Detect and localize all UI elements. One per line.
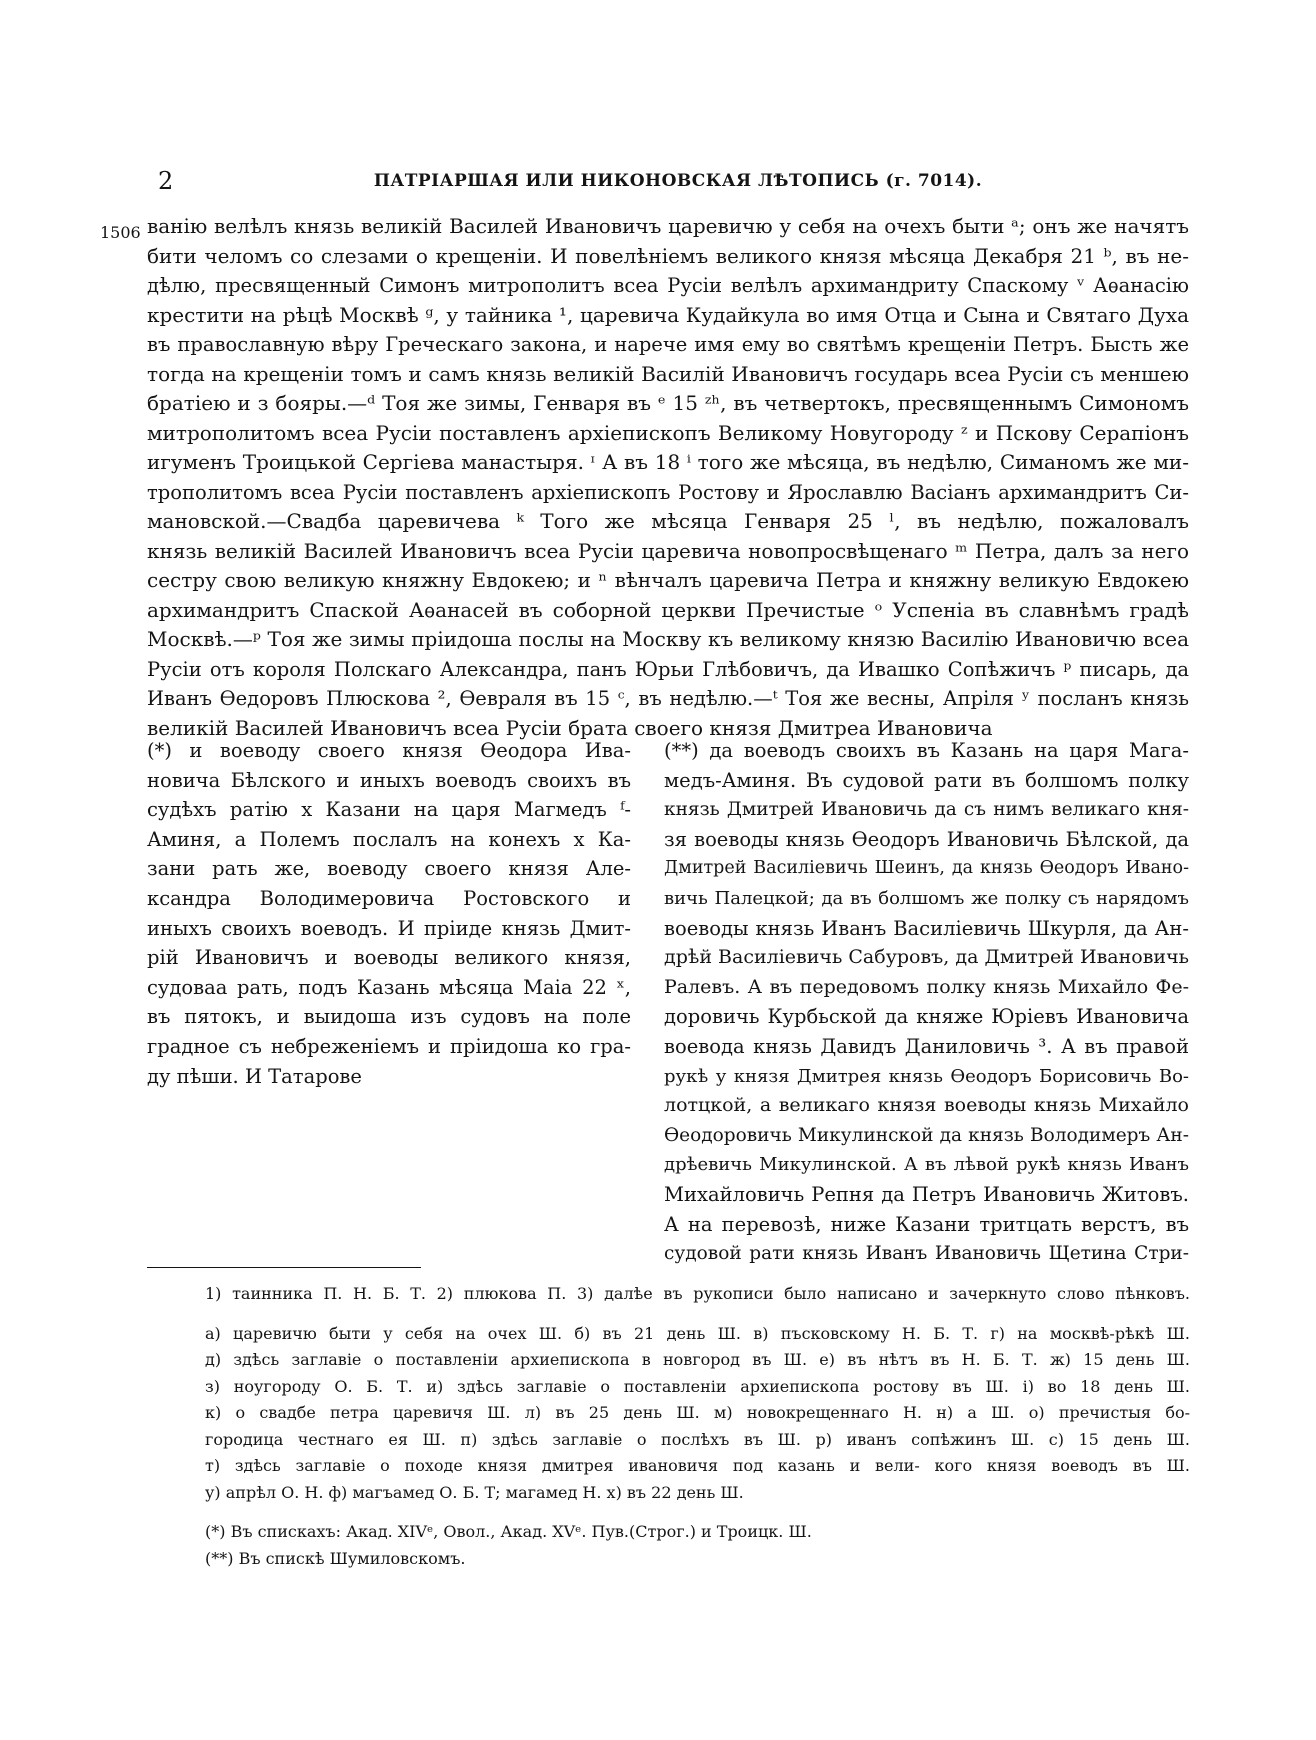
- right-column-line: дрѣй Василіевичь Сабуровъ, да Дмитрей Ивановичь: [664, 946, 1189, 969]
- running-title: ПАТРІАРШАЯ ИЛИ НИКОНОВСКАЯ ЛѢТОПИСЬ (г. 7014).: [373, 171, 983, 191]
- footnote-lettered: т) здѣсь заглавіе о походе князя дмитрея ивановичя под казань и вели- кого князя воеводъ въ Ш.: [205, 1456, 1190, 1475]
- text-line: Москвѣ.—ᵖ Тоя же зимы пріидоша послы на Москву къ великому князю Василію Ивановичю всеа: [147, 627, 1189, 651]
- footnote-lettered: д) здѣсь заглавіе о поставленіи архиепископа в новгород въ Ш. е) въ нѣтъ въ Н. Б. Т. ж) 15 день Ш.: [205, 1350, 1190, 1369]
- text-line: великій Василей Ивановичъ всеа Русіи брата своего князя Дмитреа Ивановича: [147, 715, 993, 740]
- right-column-line: рукѣ у князя Дмитрея князь Ѳеодоръ Борисовичь Во-: [664, 1065, 1189, 1087]
- footnote-lettered: у) апрѣл О. Н. ф) магъамед О. Б. Т; магамед Н. х) въ 22 день Ш.: [205, 1482, 744, 1502]
- left-column-line: (*) и воеводу своего князя Ѳеодора Ива-: [147, 739, 631, 762]
- right-column-line: лотцкой, а великаго князя воеводы князь Михайло: [664, 1094, 1189, 1117]
- footnote-gap: [205, 1308, 1190, 1321]
- right-column-line: судовой рати князь Иванъ Ивановичь Щетина Стри-: [664, 1243, 1189, 1265]
- right-column-line: князь Дмитрей Ивановичь да съ нимъ великаго кня-: [664, 799, 1189, 821]
- text-line: сестру свою великую княжну Евдокею; и ⁿ вѣнчалъ царевича Петра и княжну великую Евдокею: [147, 568, 1189, 592]
- text-line: Иванъ Ѳедоровъ Плюскова ², Ѳевраля въ 15 ᶜ, въ недѣлю.—ᵗ Тоя же весны, Апріля ʸ посланъ князь: [147, 687, 1189, 710]
- left-column-line: новича Бѣлского и иныхъ воеводъ своихъ въ: [147, 768, 631, 792]
- footnote-lettered: а) царевичю быти у себя на очех Ш. б) въ 21 день Ш. в) пъсковскому Н. Б. Т. г) на москвѣ-рѣкѣ Ш.: [205, 1323, 1190, 1343]
- left-column-line: судѣхъ ратію х Казани на царя Магмедъ ᶠ-: [147, 798, 631, 822]
- left-column-line: въ пятокъ, и выидоша изъ судовъ на поле: [147, 1005, 631, 1029]
- right-column-line: доровичь Курбьской да княже Юріевъ Ивановича: [664, 1005, 1189, 1029]
- right-column-line: зя воеводы князь Ѳеодоръ Ивановичь Бѣлской, да: [664, 827, 1189, 851]
- main-text: [147, 212, 1189, 743]
- footnote-divider: [147, 1267, 421, 1268]
- text-line: архимандритъ Спаской Аѳанасей въ соборной церкви Пречистые ᵒ Успеніа въ славнѣмъ градѣ: [147, 597, 1189, 622]
- right-column-line: Ралевъ. А въ передовомъ полку князь Михайло Фе-: [664, 975, 1189, 998]
- right-column-line: медъ-Аминя. Въ судовой рати въ болшомъ полку: [664, 768, 1189, 792]
- text-line: бити челомъ со слезами о крещеніи. И повелѣніемъ великого князя мѣсяца Декабря 21 ᵇ, въ не-: [147, 243, 1189, 268]
- right-column: [664, 736, 1189, 1269]
- footnote-lettered: городица честнаго ея Ш. п) здѣсь заглавіе о послѣхъ въ Ш. р) иванъ сопѣжинъ Ш. с) 15 день Ш.: [205, 1429, 1190, 1449]
- page-header: [158, 166, 1188, 196]
- left-column-line: ксандра Володимеровича Ростовского и: [147, 886, 631, 910]
- text-line: мановской.—Свадба царевичева ᵏ Того же мѣсяца Генваря 25 ˡ, въ недѣлю, пожаловалъ: [147, 509, 1189, 533]
- text-line: митрополитомъ всеа Русіи поставленъ архіепископъ Великому Новугороду ᶻ и Пскову Серапіонъ: [147, 420, 1189, 445]
- left-column-line: судоваа рать, подъ Казань мѣсяца Маіа 22 ˣ,: [147, 975, 631, 999]
- left-column-line: ду пѣши. И Татарове: [147, 1064, 362, 1088]
- footnote-source: (*) Въ спискахъ: Акад. XIVᵉ, Овол., Акад. XVᵉ. Пув.(Строг.) и Троицк. Ш.: [205, 1522, 812, 1541]
- footnote-source: (**) Въ спискѣ Шумиловскомъ.: [205, 1548, 466, 1568]
- text-line: князь великій Василей Ивановичъ всеа Русіи царевича новопросвѣщенаго ᵐ Петра, далъ за него: [147, 538, 1189, 563]
- footnote-gap: [205, 1506, 1190, 1519]
- right-column-line: воеводы князь Иванъ Василіевичь Шкурля, да Ан-: [664, 916, 1189, 940]
- left-column-line: градное съ небреженіемъ и пріидоша ко гра-: [147, 1034, 631, 1058]
- text-line: дѣлю, пресвященный Симонъ митрополитъ всеа Русіи велѣлъ архимандриту Спаскому ᵛ Аѳанасію: [147, 274, 1189, 297]
- right-column-line: Ѳеодоровичь Микулинской да князь Володимеръ Ан-: [664, 1124, 1189, 1146]
- text-line: трополитомъ всеа Русіи поставленъ архіепископъ Ростову и Ярославлю Васіанъ архимандритъ Си-: [147, 480, 1189, 504]
- left-column-line: Аминя, а Полемъ послалъ на конехъ х Ка-: [147, 827, 631, 851]
- text-line: игуменъ Троицькой Сергіева манастыря. ᶦ А въ 18 ⁱ того же мѣсяца, въ недѣлю, Симаномъ же ми-: [147, 450, 1189, 474]
- right-column-line: (**) да воеводъ своихъ въ Казань на царя Мага-: [664, 739, 1189, 762]
- text-line: тогда на крещеніи томъ и самъ князь великій Василій Ивановичъ государь всеа Русіи съ меншею: [147, 361, 1189, 386]
- left-column-line: рій Ивановичъ и воеводы великого князя,: [147, 946, 631, 970]
- right-column-line: дрѣевичь Микулинской. А въ лѣвой рукѣ князь Иванъ: [664, 1154, 1189, 1176]
- page-number: 2: [158, 167, 174, 195]
- footnote-lettered: з) ноугороду О. Б. Т. и) здѣсь заглавіе о поставленіи архиепископа ростову въ Ш. і) во 18 день Ш.: [205, 1376, 1190, 1396]
- left-column-line: иныхъ своихъ воеводъ. И пріиде князь Дмит-: [147, 916, 631, 940]
- right-column-line: вичь Палецкой; да въ болшомъ же полку съ нарядомъ: [664, 887, 1189, 909]
- left-column: [147, 736, 631, 1091]
- footnotes: [205, 1281, 1190, 1572]
- left-column-line: зани рать же, воеводу своего князя Але-: [147, 857, 631, 881]
- right-column-line: Дмитрей Василіевичь Шеинъ, да князь Ѳеодоръ Ивано-: [664, 858, 1189, 879]
- text-line: братіею и з бояры.—ᵈ Тоя же зимы, Генваря въ ᵉ 15 ᶻʰ, въ четвертокъ, пресвященнымъ Симономъ: [147, 391, 1189, 415]
- right-column-line: воевода князь Давидъ Даниловичь ³. А въ правой: [664, 1034, 1189, 1058]
- footnote-lettered: к) о свадбе петра царевичя Ш. л) въ 25 день Ш. м) новокрещеннаго Н. н) а Ш. о) пречистыя бо-: [205, 1403, 1190, 1422]
- right-column-line: А на перевозѣ, ниже Казани тритцать верстъ, въ: [664, 1212, 1189, 1236]
- text-line: крестити на рѣцѣ Москвѣ ᵍ, у тайника ¹, царевича Кудайкула во имя Отца и Сына и Святаго Духа: [147, 302, 1189, 327]
- text-line: Русіи отъ короля Полскаго Александра, панъ Юрьи Глѣбовичъ, да Ивашко Сопѣжичъ ᵖ писарь, да: [147, 657, 1189, 681]
- footnote-numbered: 1) таинника П. Н. Б. Т. 2) плюкова П. 3) далѣе въ рукописи было написано и зачеркнуто слово пѣнковъ.: [205, 1284, 1190, 1303]
- margin-year: 1506: [100, 223, 141, 242]
- text-line: въ православную вѣру Греческаго закона, и нарече имя ему во святѣмъ крещеніи Петръ. Бысть же: [147, 333, 1189, 356]
- right-column-line: Михайловичь Репня да Петръ Ивановичь Житовъ.: [664, 1182, 1189, 1206]
- text-line: ванію велѣлъ князь великій Василей Ивановичъ царевичю у себя на очехъ быти ᵃ; онъ же начятъ: [147, 214, 1189, 238]
